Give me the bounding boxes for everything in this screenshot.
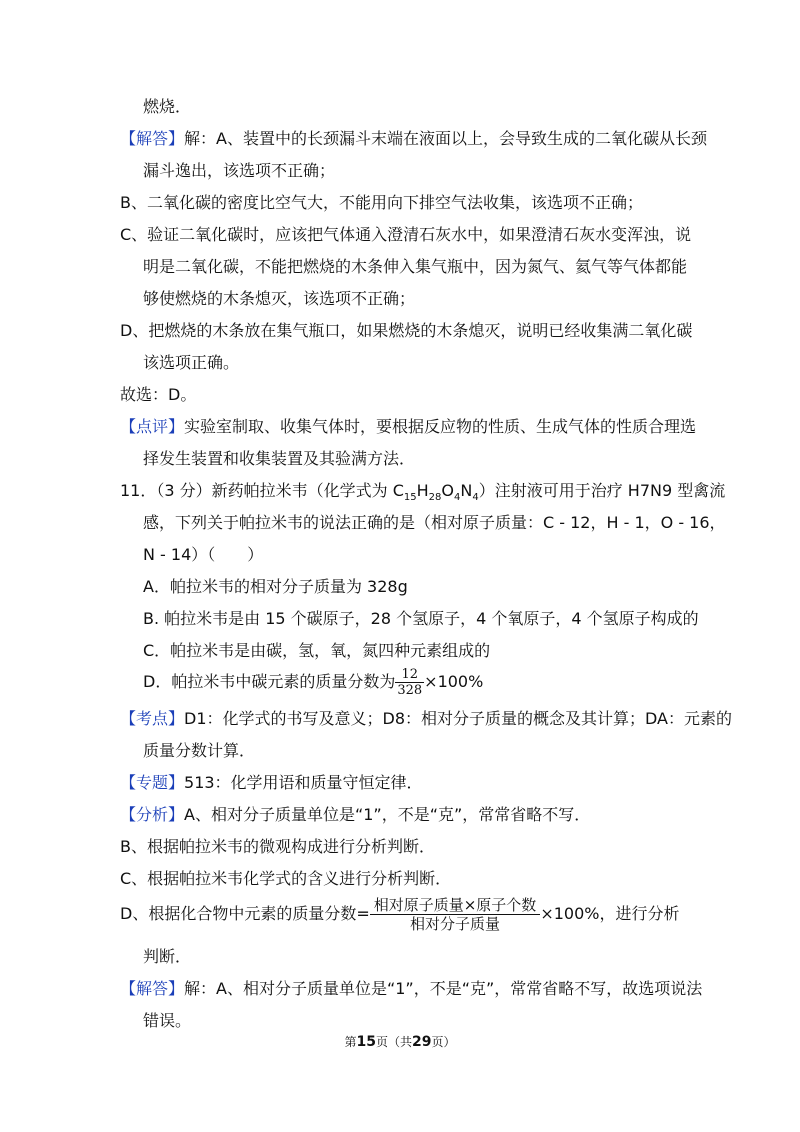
subscript: 28	[428, 492, 442, 504]
formula-fraction	[370, 896, 541, 933]
answer-tag: 【解答】	[120, 979, 185, 998]
answer-choice: 故选：D。	[120, 385, 197, 404]
stem-text: ）注射液可用于治疗 H7N9 型禽流	[478, 481, 726, 500]
option-d-text: D．帕拉米韦中碳元素的质量分数为	[143, 672, 396, 691]
option-d-text: 100%	[437, 672, 484, 691]
fraction-denominator: 相对分子质量	[410, 915, 501, 933]
zhuanti-tag: 【专题】	[120, 773, 185, 792]
fenxi-text: A、相对分子质量单位是“1”，不是“克”，常常省略不写．	[184, 805, 591, 824]
subscript: 4	[472, 492, 479, 504]
fraction-numerator: 相对原子质量×原子个数	[370, 896, 541, 915]
question-stem	[120, 480, 725, 509]
page-total: 29	[412, 1034, 432, 1050]
previous-text-tail: 燃烧．	[143, 97, 192, 116]
option-c: C．帕拉米韦是由碳，氢，氧，氮四种元素组成的	[143, 641, 491, 660]
kaodian-text: 质量分数计算．	[143, 741, 256, 760]
fenxi-tag: 【分析】	[120, 805, 185, 824]
page-number: 15	[356, 1034, 376, 1050]
footer-text: 页）	[431, 1035, 456, 1049]
answer-text: 错误。	[143, 1011, 192, 1030]
kaodian-line	[120, 708, 732, 730]
answer-text: 漏斗逸出，该选项不正确；	[143, 161, 336, 180]
answer-text: 明是二氧化碳，不能把燃烧的木条伸入集气瓶中，因为氮气、氦气等气体都能	[143, 257, 688, 276]
answer-text: B、二氧化碳的密度比空气大，不能用向下排空气法收集，该选项不正确；	[120, 193, 643, 212]
answer-text: 够使燃烧的木条熄灭，该选项不正确；	[143, 289, 416, 308]
fenxi-text: D、根据化合物中元素的质量分数=	[120, 904, 370, 923]
footer-text: 页（共	[375, 1035, 412, 1049]
times-sign: ×	[540, 904, 554, 923]
page-footer	[0, 1034, 800, 1050]
fenxi-text: C、根据帕拉米韦化学式的含义进行分析判断．	[120, 869, 452, 888]
zhuanti-text: 513：化学用语和质量守恒定律．	[184, 773, 423, 792]
times-sign: ×	[424, 672, 438, 691]
comment-tag: 【点评】	[120, 417, 185, 436]
answer-text: 解：A、相对分子质量单位是“1”，不是“克”，常常省略不写，故选项说法	[184, 979, 703, 998]
stem-text: 11．（3 分）新药帕拉米韦（化学式为 C	[120, 481, 404, 500]
kaodian-tag: 【考点】	[120, 709, 185, 728]
answer-tag: 【解答】	[120, 129, 185, 148]
fenxi-text: 100%，进行分析	[553, 904, 680, 923]
fenxi-text: B、根据帕拉米韦的微观构成进行分析判断．	[120, 837, 435, 856]
question-stem: 感，下列关于帕拉米韦的说法正确的是（相对原子质量：C - 12，H - 1，O - 16，	[143, 513, 726, 532]
element-symbol: H	[416, 481, 429, 500]
answer-line	[120, 978, 702, 1000]
answer-text: C、验证二氧化碳时，应该把气体通入澄清石灰水中，如果澄清石灰水变浑浊，说	[120, 225, 692, 244]
fenxi-line	[120, 804, 590, 826]
subscript: 15	[403, 492, 417, 504]
kaodian-text: D1：化学式的书写及意义；D8：相对分子质量的概念及其计算；DA：元素的	[184, 709, 733, 728]
answer-paragraph-line	[120, 128, 707, 150]
answer-text: 该选项正确。	[143, 353, 240, 372]
element-symbol: O	[441, 481, 454, 500]
answer-text: 解：A、装置中的长颈漏斗末端在液面以上，会导致生成的二氧化碳从长颈	[184, 129, 707, 148]
subscript: 4	[453, 492, 461, 504]
comment-line	[120, 416, 696, 438]
option-b: B. 帕拉米韦是由 15 个碳原子，28 个氢原子，4 个氧原子，4 个氢原子构成的	[143, 609, 699, 628]
comment-text: 择发生装置和收集装置及其验满方法．	[143, 449, 416, 468]
option-a: A．帕拉米韦的相对分子质量为 328g	[143, 577, 408, 596]
fraction	[395, 667, 424, 698]
element-symbol: N	[460, 481, 473, 500]
fraction-numerator: 12	[395, 667, 424, 683]
footer-text: 第	[344, 1035, 357, 1049]
fraction-denominator: 328	[397, 683, 423, 698]
comment-text: 实验室制取、收集气体时，要根据反应物的性质、生成气体的性质合理选	[184, 417, 697, 436]
fenxi-text: 判断．	[143, 947, 192, 966]
zhuanti-line	[120, 772, 423, 794]
question-stem: N - 14）（ ）	[143, 545, 264, 564]
answer-text: D、把燃烧的木条放在集气瓶口，如果燃烧的木条熄灭，说明已经收集满二氧化碳	[120, 321, 693, 340]
option-d	[143, 667, 483, 698]
fenxi-formula-line	[120, 896, 679, 933]
